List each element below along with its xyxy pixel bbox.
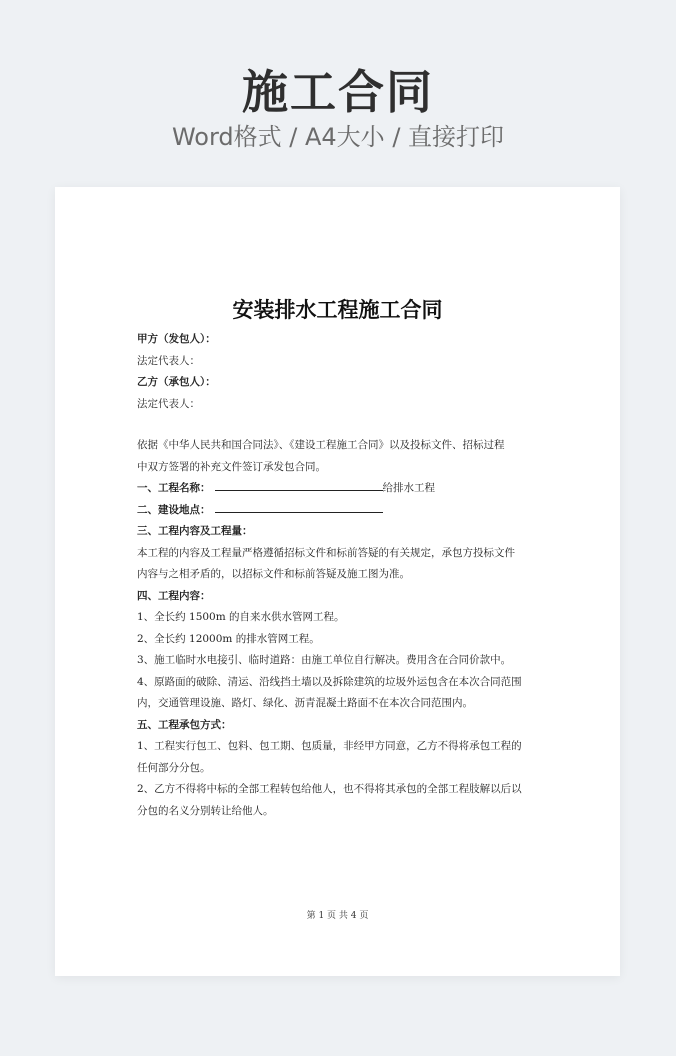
project-name-row (137, 478, 545, 500)
scope-heading: 三、工程内容及工程量： (137, 525, 253, 537)
party-a-label: 甲方（发包人）： (137, 333, 216, 345)
intro-line-1: 依据《中华人民共和国合同法》、《建设工程施工合同》以及投标文件、招标过程 (137, 439, 505, 451)
project-name-value: 给排水工程 (382, 482, 435, 494)
party-a-representative: 法定代表人： (137, 354, 200, 367)
party-b-label: 乙方（承包人）： (137, 376, 216, 388)
contract-item-2-line-2: 分包的名义分别转让给他人。 (137, 804, 274, 817)
blank-line (137, 415, 545, 435)
content-heading: 四、工程内容： (137, 589, 211, 602)
contract-item-1-line-2: 任何部分分包。 (137, 761, 211, 774)
location-underline (215, 501, 383, 513)
content-item-3: 3、施工临时水电接引、临时道路：由施工单位自行解决。费用含在合同价款中。 (137, 654, 512, 666)
scope-line-2: 内容与之相矛盾的，以招标文件和标前答疑及施工图为准。 (137, 568, 410, 580)
content-item-2: 2、全长约 12000m 的排水管网工程。 (137, 632, 320, 645)
project-name-label: 一、工程名称： (137, 482, 211, 494)
project-name-underline (215, 479, 383, 491)
contract-heading: 五、工程承包方式： (137, 718, 232, 731)
banner-subtitle: Word格式 / A4大小 / 直接打印 (171, 123, 505, 151)
document-page (55, 187, 620, 976)
banner-title: 施工合同 (242, 65, 434, 119)
document-title: 安装排水工程施工合同 (232, 297, 443, 322)
page-number: 第 1 页 共 4 页 (306, 911, 369, 921)
content-item-4-line-2: 内，交通管理设施、路灯、绿化、沥青混凝土路面不在本次合同范围内。 (137, 697, 473, 709)
scope-line-1: 本工程的内容及工程量严格遵循招标文件和标前答疑的有关规定，承包方投标文件 (137, 546, 515, 559)
party-b-representative: 法定代表人： (137, 397, 200, 410)
content-item-4-line-1: 4、原路面的破除、清运、沿线挡土墙以及拆除建筑的垃圾外运包含在本次合同范围 (137, 675, 522, 688)
location-row (137, 500, 545, 522)
location-label: 二、建设地点： (137, 503, 211, 516)
contract-item-2-line-1: 2、乙方不得将中标的全部工程转包给他人，也不得将其承包的全部工程肢解以后以 (137, 783, 522, 795)
intro-line-2: 中双方签署的补充文件签订承发包合同。 (137, 460, 326, 473)
document-body (137, 329, 545, 822)
contract-item-1-line-1: 1、工程实行包工、包料、包工期、包质量，非经甲方同意，乙方不得将承包工程的 (137, 740, 522, 752)
content-item-1: 1、全长约 1500m 的自来水供水管网工程。 (137, 611, 345, 623)
